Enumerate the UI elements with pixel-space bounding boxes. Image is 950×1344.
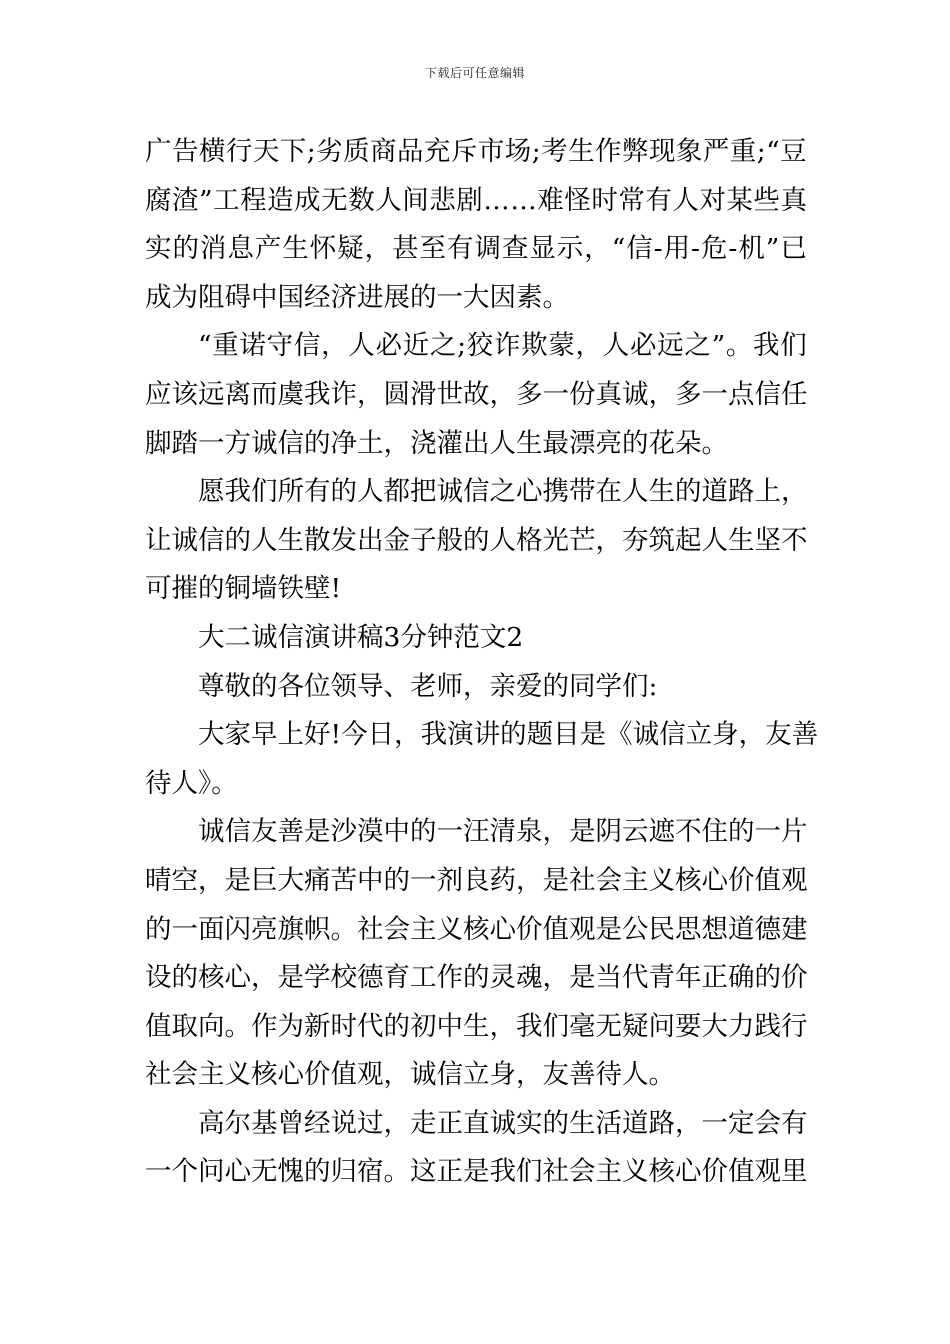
text-line: 的 一 面 闪 亮 旗 帜 。 社 会 主 义 核 心 价 值 观 是 公 民 思 想 道 德 建 [145, 913, 808, 945]
text-line: 设 的 核 心 ， 是 学 校 德 育 工 作 的 灵 魂 ， 是 当 代 青 年 正 确 的 价 [145, 962, 808, 994]
text-line: 待人》。 [145, 767, 238, 799]
text-line: 广 告 横 行 天 下 ; 劣 质 商 品 充 斥 市 场 ; 考 生 作 弊 现 象 严 重 ; “ 豆 [145, 136, 807, 167]
text-line: 脚踏一方诚信的净土，浇灌出人生最漂亮的花朵。 [145, 427, 728, 459]
text-line: 一 个 问 心 无 愧 的 归 宿 。 这 正 是 我 们 社 会 主 义 核 心 价 值 观 里 [145, 1156, 808, 1188]
text-line: 高 尔 基 曾 经 说 过 ， 走 正 直 诚 实 的 生 活 道 路 ， 一 定 会 有 [198, 1107, 808, 1139]
page-header: 下载后可任意编辑 [424, 66, 525, 80]
text-line: 愿 我 们 所 有 的 人 都 把 诚 信 之 心 携 带 在 人 生 的 道 路 上 ， [198, 476, 808, 508]
text-line: 可摧的铜墙铁壁! [145, 573, 342, 605]
text-line: 大二诚信演讲稿3分钟范文2 [198, 621, 524, 653]
text-line: “ 重 诺 守 信 ， 人 必 近 之 ; 狡 诈 欺 蒙 ， 人 必 远 之 ” 。 我 们 [198, 330, 807, 362]
text-line: 社会主义核心价值观，诚信立身，友善待人。 [145, 1059, 675, 1091]
text-line: 应 该 远 离 而 虞 我 诈 ， 圆 滑 世 故 ， 多 一 份 真 诚 ， 多 一 点 信 任 [145, 378, 808, 410]
text-line: 值 取 向 。 作 为 新 时 代 的 初 中 生 ， 我 们 毫 无 疑 问 要 大 力 践 行 [145, 1010, 808, 1042]
text-line: 大 家 早 上 好 ! 今 日 ， 我 演 讲 的 题 目 是 《 诚 信 立 身 ， 友 善 [198, 719, 819, 751]
text-line: 成为阻碍中国经济进展的一大因素。 [145, 281, 569, 313]
text-line: 实 的 消 息 产 生 怀 疑 ， 甚 至 有 调 查 显 示 ， “ 信 - 用 - 危 - 机 ” 已 [145, 233, 807, 265]
document-body [145, 128, 819, 1197]
text-line: 尊敬的各位领导、老师，亲爱的同学们: [198, 670, 658, 702]
text-line: 让 诚 信 的 人 生 散 发 出 金 子 般 的 人 格 光 芒 ， 夯 筑 起 人 生 坚 不 [145, 524, 808, 556]
text-line: 腐 渣 ” 工 程 造 成 无 数 人 间 悲 剧 … … 难 怪 时 常 有 人 对 某 些 真 [145, 184, 807, 216]
text-line: 晴 空 ， 是 巨 大 痛 苦 中 的 一 剂 良 药 ， 是 社 会 主 义 核 心 价 值 观 [145, 864, 808, 896]
text-line: 诚 信 友 善 是 沙 漠 中 的 一 汪 清 泉 ， 是 阴 云 遮 不 住 的 一 片 [198, 816, 808, 848]
